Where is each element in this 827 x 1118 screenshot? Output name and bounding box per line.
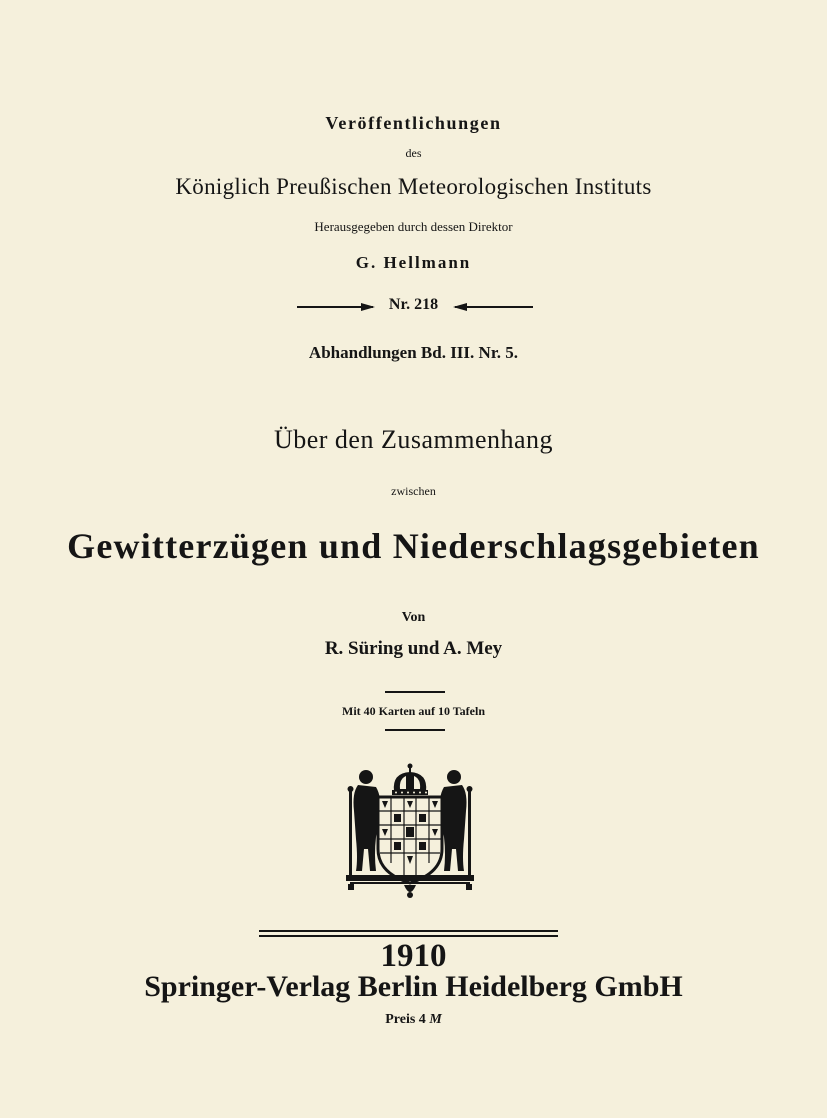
author-names: R. Süring und A. Mey [324,638,503,659]
series-title: Veröffentlichungen [325,113,502,133]
director-name: G. Hellmann [355,253,472,272]
title-line-1: Über den Zusammenhang [273,425,554,454]
abhandlungen-volume: Abhandlungen Bd. III. Nr. 5. [308,343,519,362]
prussian-coat-of-arms-icon [344,763,476,901]
imprint-rule-upper [259,930,558,932]
institute-name: Königlich Preußischen Meteorologischen Instituts [175,174,652,199]
price-unit: M [429,1012,442,1027]
price [0,1012,827,1028]
title-line-2: Gewitterzügen und Niederschlagsgebieten [67,526,760,566]
title-connector: zwischen [391,484,436,498]
editor-line: Herausgegeben durch dessen Direktor [314,219,513,234]
divider-bottom [385,729,445,731]
publisher-name: Springer-Verlag Berlin Heidelberg GmbH [144,970,683,1003]
imprint-rule-lower [259,935,558,937]
series-number: Nr. 218 [388,296,439,313]
right-arrow-rule [455,306,533,308]
series-number-row [0,296,827,318]
price-label: Preis 4 [385,1012,426,1027]
series-connector: des [405,146,422,160]
divider-top [385,691,445,693]
plates-note: Mit 40 Karten auf 10 Tafeln [342,704,485,718]
author-prefix: Von [401,610,426,625]
publication-year: 1910 [380,938,447,974]
